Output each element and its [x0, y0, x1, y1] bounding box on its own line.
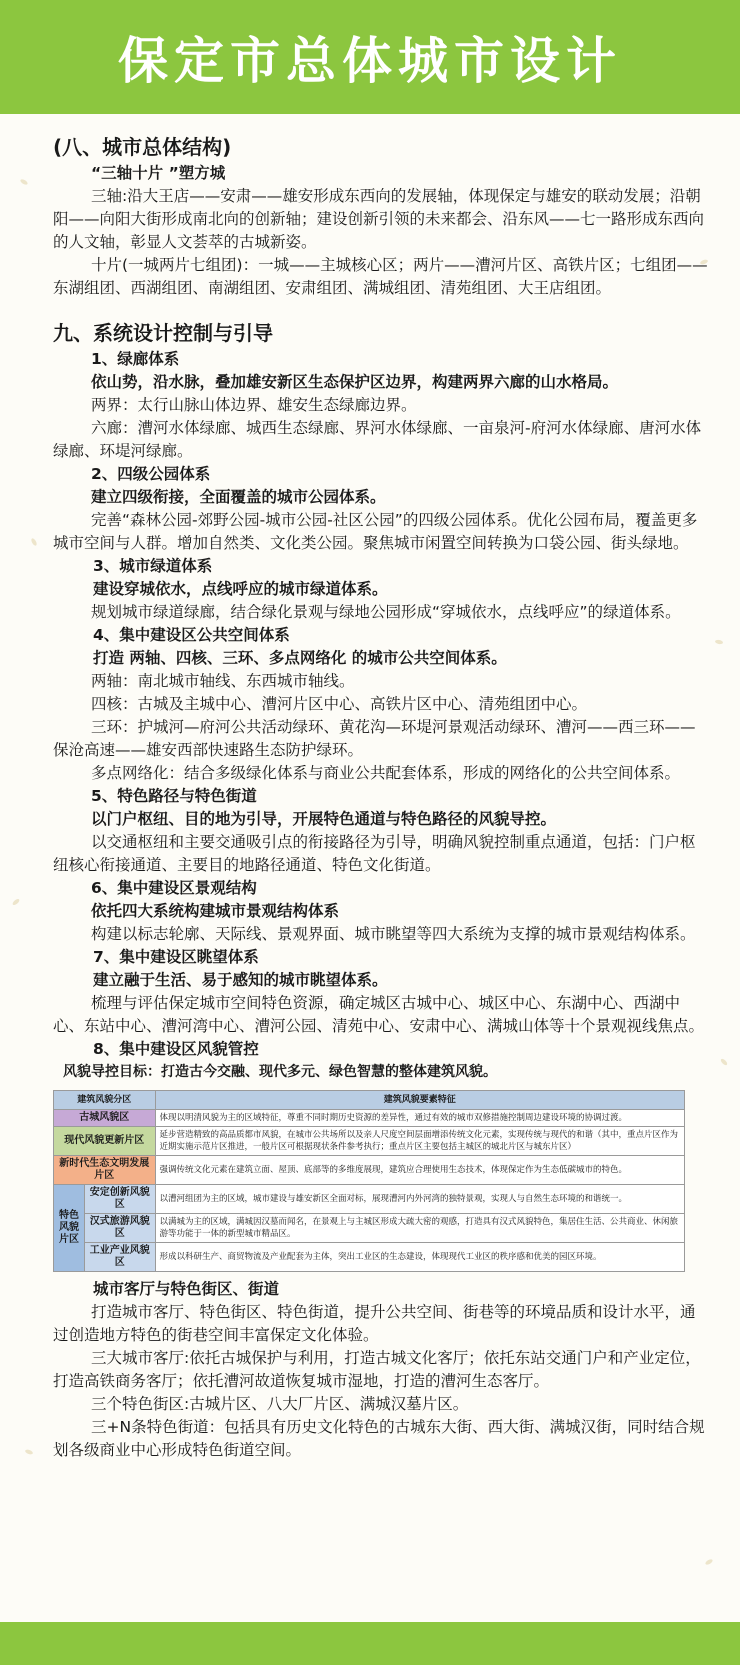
- zone-gongye-desc: 形成以科研生产、商贸物流及产业配套为主体，突出工业区的生态建设，体现现代工业区的秩序感和优美的园区环境。: [155, 1243, 684, 1272]
- item-7-text-a: 梳理与评估保定城市空间特色资源，确定城区古城中心、城区中心、东湖中心、西湖中心、东站中心、漕河湾中心、漕河公园、清苑中心、安肃中心、满城山体等十个景观视线焦点。: [53, 994, 705, 1035]
- tail-text-a: 打造城市客厅、特色街区、特色街道，提升公共空间、街巷等的环境品质和设计水平，通过创造地方特色的街巷空间丰富保定文化体验。: [53, 1303, 696, 1344]
- tail-heading: 城市客厅与特色街区、街道: [93, 1280, 280, 1298]
- item-3-bold: 建设穿城依水，点线呼应的城市绿道体系。: [93, 580, 388, 598]
- table-header-feature: 建筑风貌要素特征: [155, 1091, 684, 1110]
- zone-gucheng-desc: 体现以明清风貌为主的区域特征，尊重不同时期历史资源的差异性，通过有效的城市双修措施控制周边建设环境的协调过渡。: [155, 1110, 684, 1127]
- tail-text-b: 三大城市客厅:依托古城保护与利用，打造古城文化客厅；依托东站交通门户和产业定位，打造高铁商务客厅；依托漕河故道恢复城市湿地，打造的漕河生态客厅。: [53, 1349, 701, 1390]
- item-4-text-a: 两轴：南北城市轴线、东西城市轴线。: [91, 672, 355, 690]
- zone-hanshi-desc: 以满城为主的区域，满城因汉墓而闻名，在景观上与主城区形成大疏大密的观感，打造具有汉式风貌特色，集居住生活、公共商业、休闲旅游等功能于一体的新型城市精品区。: [155, 1214, 684, 1243]
- table-header-row: [54, 1091, 685, 1110]
- table-row: [54, 1110, 685, 1127]
- zone-anding: 安定创新风貌区: [85, 1185, 156, 1214]
- table-row: [54, 1214, 685, 1243]
- item-6-text-a: 构建以标志轮廓、天际线、景观界面、城市眺望等四大系统为支撑的城市景观结构体系。: [91, 925, 696, 943]
- footer-bar: [0, 1622, 740, 1665]
- item-4-title: 4、集中建设区公共空间体系: [93, 626, 290, 644]
- item-6-bold: 依托四大系统构建城市景观结构体系: [91, 902, 340, 920]
- item-1-text-a: 两界：太行山脉山体边界、雄安生态绿廊边界。: [91, 396, 417, 414]
- item-5-text-a: 以交通枢纽和主要交通吸引点的衔接路径为引导，明确风貌控制重点通道，包括：门户枢纽核心衔接通道、主要目的地路径通道、特色文化街道。: [53, 833, 696, 874]
- table-row: [54, 1243, 685, 1272]
- item-1-bold: 依山势，沿水脉，叠加雄安新区生态保护区边界，构建两界六廊的山水格局。: [91, 373, 619, 391]
- table-row: [54, 1185, 685, 1214]
- leaf-decoration: [25, 1449, 34, 1455]
- zone-gongye: 工业产业风貌区: [85, 1243, 156, 1272]
- table-header-zone: 建筑风貌分区: [54, 1091, 156, 1110]
- paragraph-pian: 十片(一城两片七组团)：一城——主城核心区；两片——漕河片区、高铁片区；七组团——东湖组团、西湖组团、南湖组团、安肃组团、满城组团、清苑组团、大王店组团。: [53, 256, 708, 297]
- style-zone-table: [53, 1090, 685, 1272]
- item-2-text-a: 完善“森林公园-郊野公园-城市公园-社区公园”的四级公园体系。优化公园布局，覆盖更多城市空间与人群。增加自然类、文化类公园。聚焦城市闲置空间转换为口袋公园、街头绿地。: [53, 511, 698, 552]
- zone-xinshidai-desc: 强调传统文化元素在建筑立面、屋顶、底部等的多维度展现，建筑应合理使用生态技术，体现保定作为生态低碳城市的特色。: [155, 1156, 684, 1185]
- item-7-bold: 建立融于生活、易于感知的城市眺望体系。: [93, 971, 388, 989]
- leaf-decoration: [715, 639, 724, 644]
- document-body: [53, 132, 708, 1462]
- zone-hanshi: 汉式旅游风貌区: [85, 1214, 156, 1243]
- zone-anding-desc: 以漕河组团为主的区域，城市建设与雄安新区全面对标，展现漕河内外河湾的独特景观，实现人与自然生态环境的和谐统一。: [155, 1185, 684, 1214]
- item-8-title: 8、集中建设区风貌管控: [93, 1040, 259, 1058]
- tail-text-c: 三个特色街区:古城片区、八大厂片区、满城汉墓片区。: [91, 1395, 469, 1413]
- leaf-decoration: [705, 1558, 714, 1565]
- paragraph-axis: 三轴:沿大王店——安肃——雄安形成东西向的发展轴，体现保定与雄安的联动发展；沿朝阳——向阳大街形成南北向的创新轴；建设创新引领的未来都会、沿东风——七一路形成东西向的人文轴，彰显人文荟萃的古城新姿。: [53, 187, 705, 251]
- section-8-heading: (八、城市总体结构): [53, 135, 232, 159]
- item-4-text-c: 三环：护城河—府河公共活动绿环、黄花沟—环堤河景观活动绿环、漕河——西三环——保沧高速——雄安西部快速路生态防护绿环。: [53, 718, 696, 759]
- zone-gucheng: 古城风貌区: [54, 1110, 156, 1127]
- item-5-bold: 以门户枢纽、目的地为引导，开展特色通道与特色路径的风貌导控。: [91, 810, 557, 828]
- item-2-title: 2、四级公园体系: [91, 465, 211, 483]
- item-5-title: 5、特色路径与特色街道: [91, 787, 257, 805]
- table-row: [54, 1127, 685, 1156]
- table-row: [54, 1156, 685, 1185]
- section-9-heading: 九、系统设计控制与引导: [53, 321, 273, 345]
- item-1-text-b: 六廊：漕河水体绿廊、城西生态绿廊、界河水体绿廊、一亩泉河-府河水体绿廊、唐河水体绿廊、环堤河绿廊。: [53, 419, 702, 460]
- leaf-decoration: [720, 1058, 728, 1066]
- tail-text-d: 三+N条特色街道：包括具有历史文化特色的古城东大街、西大街、满城汉街，同时结合规划各级商业中心形成特色街道空间。: [53, 1418, 705, 1459]
- item-4-text-d: 多点网络化：结合多级绿化体系与商业公共配套体系，形成的网络化的公共空间体系。: [91, 764, 681, 782]
- item-4-bold: 打造 两轴、四核、三环、多点网络化 的城市公共空间体系。: [93, 649, 507, 667]
- zone-xiandai-desc: 延步营造精致的高品质都市风貌，在城市公共场所以及亲人尺度空间层面增添传统文化元素，实现传统与现代的和谐（其中，重点片区作为近期实施示范片区推进，一般片区可根据现状条件参考执行；重点片区主要包括主城区的城北片区与城东片区）: [155, 1127, 684, 1156]
- leaf-decoration: [12, 898, 21, 906]
- zone-xinshidai: 新时代生态文明发展片区: [54, 1156, 156, 1185]
- item-8-bold: 风貌导控目标：打造古今交融、现代多元、绿色智慧的整体建筑风貌。: [63, 1064, 497, 1080]
- item-3-title: 3、城市绿道体系: [93, 557, 213, 575]
- page-title: 保定市总体城市设计: [118, 32, 622, 90]
- zone-xiandai: 现代风貌更新片区: [54, 1127, 156, 1156]
- item-3-text-a: 规划城市绿道绿廊，结合绿化景观与绿地公园形成“穿城依水，点线呼应”的绿道体系。: [91, 603, 681, 621]
- item-2-bold: 建立四级衔接，全面覆盖的城市公园体系。: [91, 488, 386, 506]
- item-4-text-b: 四核：古城及主城中心、漕河片区中心、高铁片区中心、清苑组团中心。: [91, 695, 588, 713]
- item-1-title: 1、绿廊体系: [91, 350, 180, 368]
- leaf-decoration: [20, 178, 29, 185]
- item-7-title: 7、集中建设区眺望体系: [93, 948, 259, 966]
- item-6-title: 6、集中建设区景观结构: [91, 879, 257, 897]
- zone-group-tese: 特色风貌片区: [54, 1185, 85, 1272]
- section-8-subtitle: “三轴十片 ”塑方城: [91, 164, 226, 182]
- leaf-decoration: [30, 538, 37, 547]
- title-banner: [0, 0, 740, 114]
